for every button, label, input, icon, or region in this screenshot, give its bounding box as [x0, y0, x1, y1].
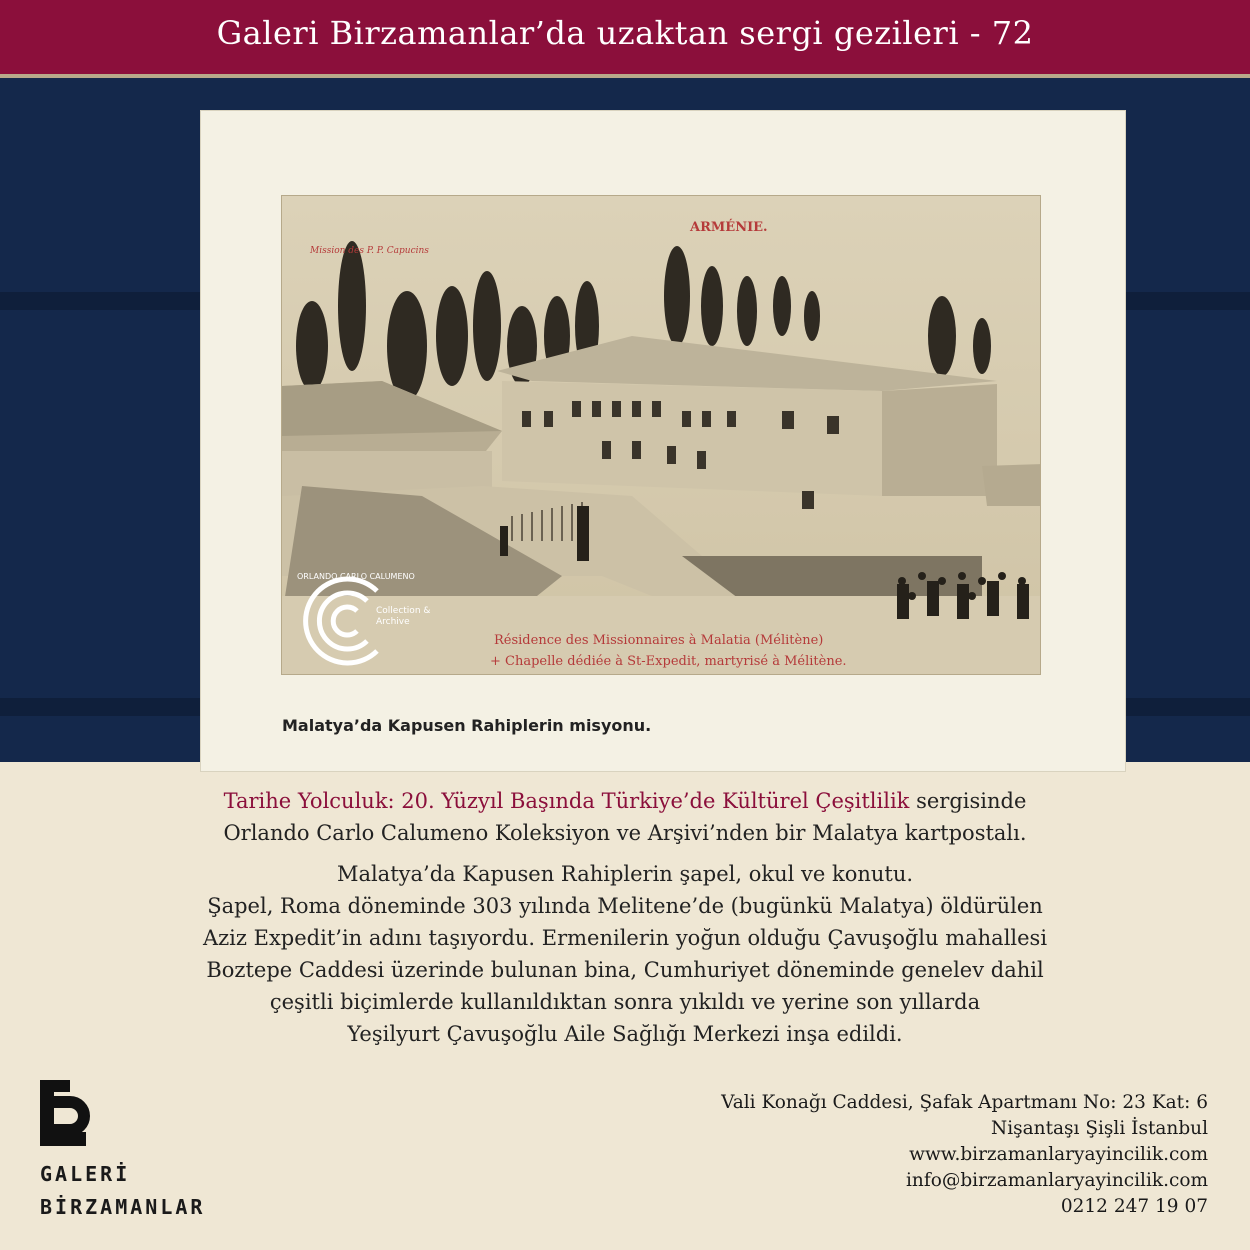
- contact-block: [721, 1090, 1208, 1220]
- description-line: Yeşilyurt Çavuşoğlu Aile Sağlığı Merkezi inşa edildi.: [347, 1022, 903, 1046]
- email-link[interactable]: info@birzamanlaryayincilik.com: [906, 1170, 1208, 1191]
- description-line: çeşitli biçimlerde kullanıldıktan sonra yıkıldı ve yerine son yıllarda: [269, 990, 981, 1014]
- website-link[interactable]: www.birzamanlaryayincilik.com: [909, 1144, 1208, 1165]
- header-bar: [0, 0, 1250, 78]
- watermark-label-2: Archive: [376, 617, 410, 627]
- phone-number: 0212 247 19 07: [1060, 1196, 1208, 1217]
- description-line: Şapel, Roma döneminde 303 yılında Melitene’de (bugünkü Malatya) öldürülen: [207, 894, 1043, 918]
- page-title: Galeri Birzamanlar’da uzaktan sergi gezileri - 72: [216, 14, 1034, 52]
- intro-line-1: [60, 785, 1190, 817]
- postcard-image: [281, 195, 1041, 675]
- postcard-caption-line2: + Chapelle dédiée à St-Expedit, martyrisé à Mélitène.: [490, 654, 847, 669]
- description-line: Malatya’da Kapusen Rahiplerin şapel, okul ve konutu.: [336, 862, 914, 886]
- description-line: Aziz Expedit’in adını taşıyordu. Ermenilerin yoğun olduğu Çavuşoğlu mahallesi: [202, 926, 1048, 950]
- exhibition-title: Tarihe Yolculuk: 20. Yüzyıl Başında Türkiye’de Kültürel Çeşitlilik: [223, 789, 910, 813]
- address-line-1: Vali Konağı Caddesi, Şafak Apartmanı No: 23 Kat: 6: [721, 1092, 1208, 1113]
- address-line-2: Nişantaşı Şişli İstanbul: [991, 1118, 1208, 1139]
- postcard-label-armenie: ARMÉNIE.: [690, 220, 768, 235]
- description-text: [60, 858, 1190, 1050]
- brand-logo-icon: [40, 1078, 90, 1152]
- description-line: Boztepe Caddesi üzerinde bulunan bina, Cumhuriyet döneminde genelev dahil: [206, 958, 1044, 982]
- postcard-caption-line1: Résidence des Missionnaires à Malatia (Mélitène): [494, 633, 824, 648]
- intro-rest: sergisinde: [909, 789, 1027, 813]
- watermark-arc-text: ORLANDO CARLO CALUMENO: [297, 572, 415, 581]
- brand-name-line2: BİRZAMANLAR: [40, 1195, 206, 1219]
- brand-name-line1: GALERİ: [40, 1162, 131, 1186]
- watermark-label-1: Collection &: [376, 606, 431, 616]
- intro-line-2: Orlando Carlo Calumeno Koleksiyon ve Arşivi’nden bir Malatya kartpostalı.: [223, 821, 1027, 845]
- photo-caption: Malatya’da Kapusen Rahiplerin misyonu.: [282, 716, 652, 735]
- postcard-photo: [282, 196, 1041, 675]
- postcard-label-mission: Mission des P. P. Capucins: [310, 246, 429, 256]
- intro-text: [60, 785, 1190, 849]
